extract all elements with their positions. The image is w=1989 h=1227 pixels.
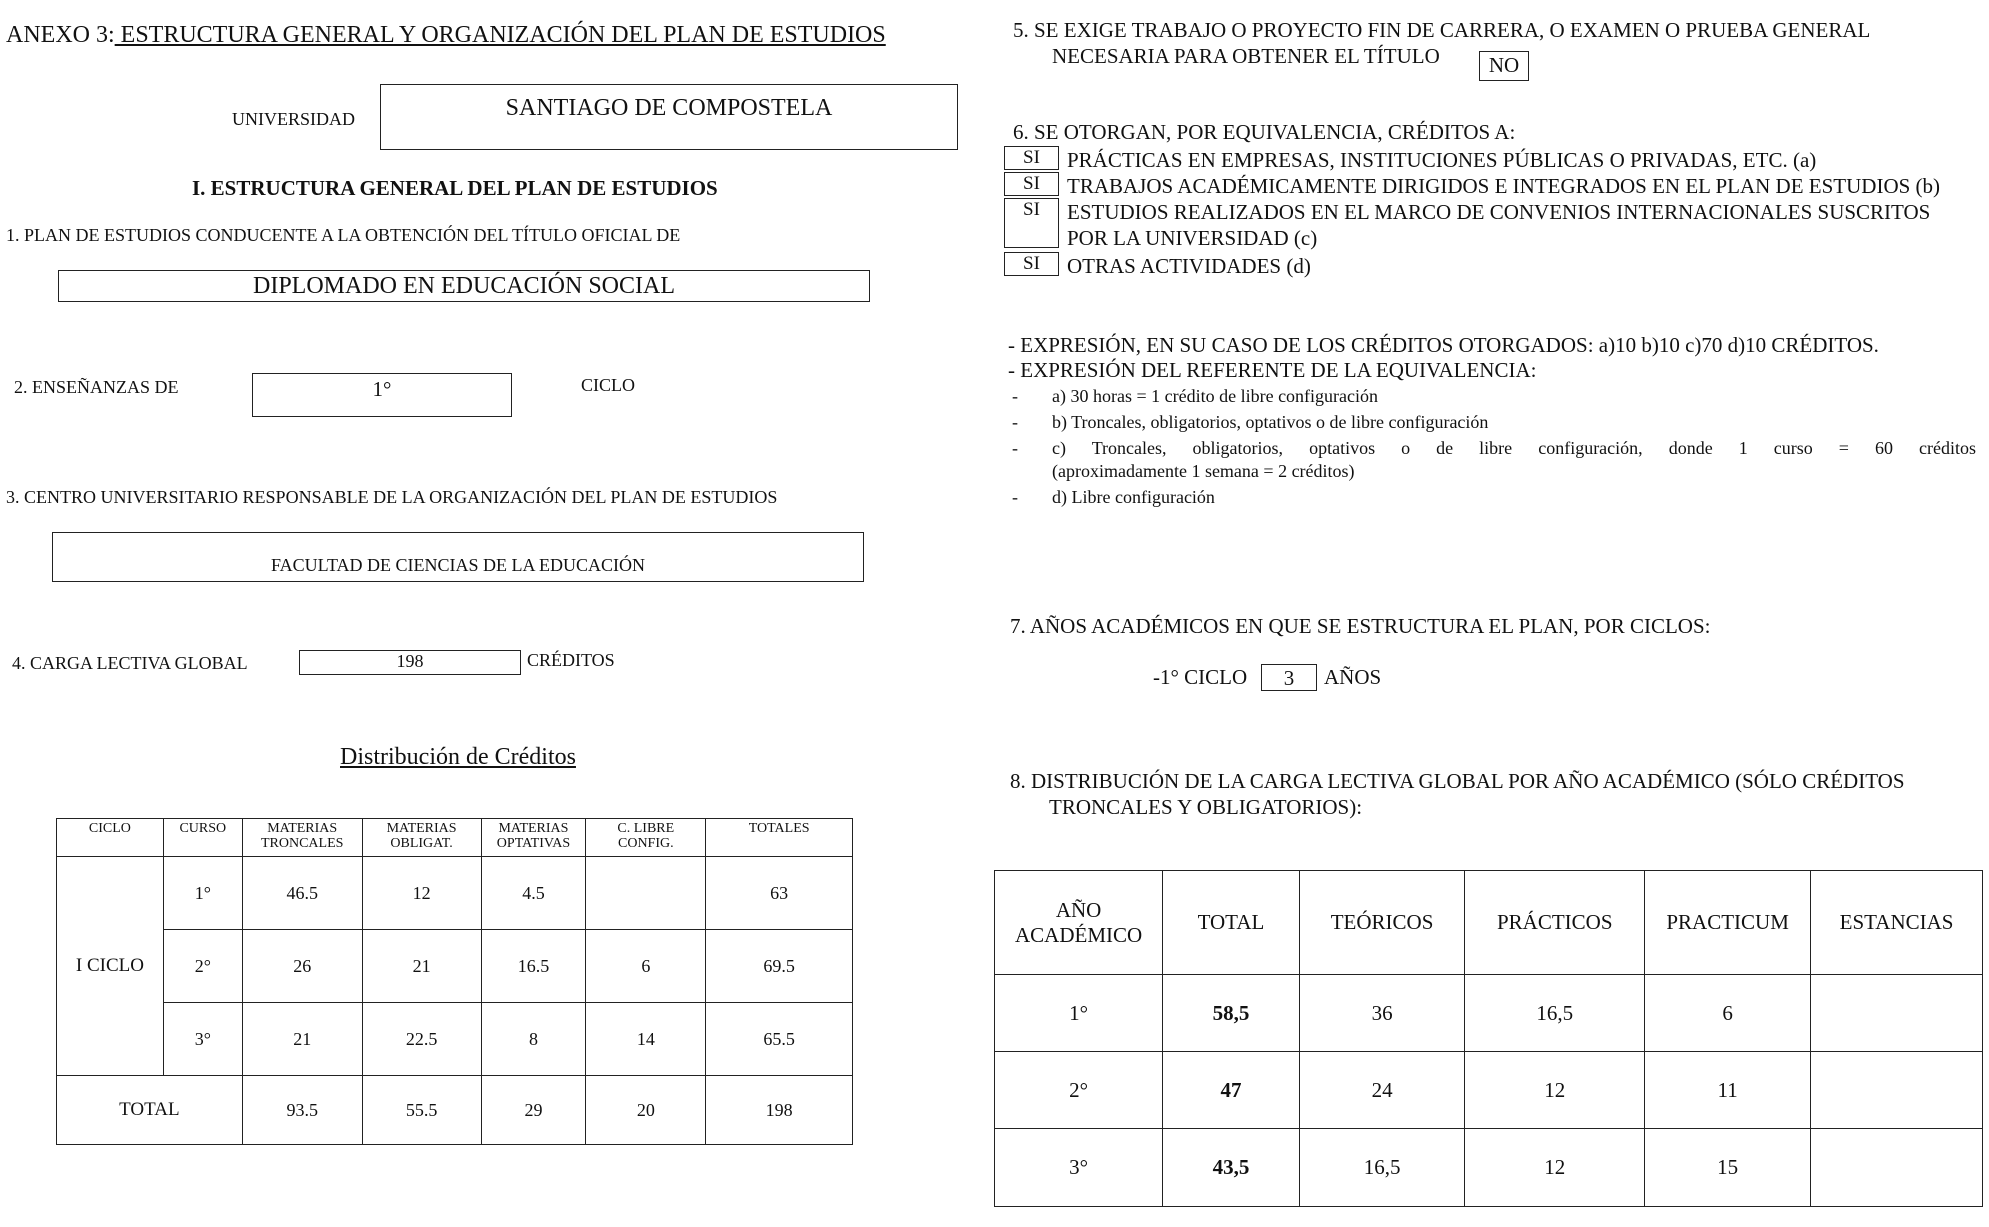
troncales-cell: 26 xyxy=(242,930,362,1003)
total-obligat: 55.5 xyxy=(362,1076,481,1145)
expr-referente: - EXPRESIÓN DEL REFERENTE DE LA EQUIVALENCIA: xyxy=(1008,358,1537,382)
ciclo-box xyxy=(252,373,512,417)
equiv-c: c) Troncales, obligatorios, optativos o de libre configuración, donde 1 curso = 60 créditos xyxy=(1052,438,1976,458)
option-a-mark: SI xyxy=(1004,146,1059,170)
totales-cell: 63 xyxy=(706,857,853,930)
distribution-table xyxy=(56,818,853,1145)
header-obligat: MATERIAS OBLIGAT. xyxy=(362,819,481,857)
distribution-title: Distribución de Créditos xyxy=(340,744,576,770)
option-d-text: OTRAS ACTIVIDADES (d) xyxy=(1067,254,1311,278)
item7-suffix: AÑOS xyxy=(1324,665,1382,689)
total-cell: 43,5 xyxy=(1163,1129,1300,1207)
annex-prefix: ANEXO 3: xyxy=(6,22,115,48)
item4-suffix: CRÉDITOS xyxy=(527,650,615,670)
equiv-bullet: - xyxy=(1012,438,1018,458)
option-b-text: TRABAJOS ACADÉMICAMENTE DIRIGIDOS E INTEGRADOS EN EL PLAN DE ESTUDIOS (b) xyxy=(1067,174,1941,198)
title-value: DIPLOMADO EN EDUCACIÓN SOCIAL xyxy=(253,273,675,299)
table-row xyxy=(57,1003,853,1076)
header-teoricos: TEÓRICOS xyxy=(1299,871,1465,975)
table-row xyxy=(57,857,853,930)
anio-cell: 2° xyxy=(995,1052,1163,1129)
practicum-cell: 6 xyxy=(1645,975,1811,1052)
expr-creditos: - EXPRESIÓN, EN SU CASO DE LOS CRÉDITOS OTORGADOS: a)10 b)10 c)70 d)10 CRÉDITOS. xyxy=(1008,333,1879,357)
obligat-cell: 12 xyxy=(362,857,481,930)
header-libre: C. LIBRE CONFIG. xyxy=(586,819,706,857)
option-b-mark: SI xyxy=(1004,172,1059,196)
optativas-cell: 16.5 xyxy=(481,930,586,1003)
item5-line1: 5. SE EXIGE TRABAJO O PROYECTO FIN DE CARRERA, O EXAMEN O PRUEBA GENERAL xyxy=(1013,18,1871,42)
troncales-cell: 21 xyxy=(242,1003,362,1076)
curso-cell: 2° xyxy=(163,930,242,1003)
item8-line1: 8. DISTRIBUCIÓN DE LA CARGA LECTIVA GLOBAL POR AÑO ACADÉMICO (SÓLO CRÉDITOS xyxy=(1010,769,1905,793)
estancias-cell xyxy=(1811,1052,1983,1129)
total-label: TOTAL xyxy=(57,1076,243,1145)
anio-cell: 1° xyxy=(995,975,1163,1052)
table-row xyxy=(57,930,853,1003)
libre-cell xyxy=(586,857,706,930)
item7-prefix: -1° CICLO xyxy=(1153,665,1248,689)
curso-cell: 3° xyxy=(163,1003,242,1076)
item7-heading: 7. AÑOS ACADÉMICOS EN QUE SE ESTRUCTURA EL PLAN, POR CICLOS: xyxy=(1010,614,1711,638)
obligat-cell: 21 xyxy=(362,930,481,1003)
teoricos-cell: 36 xyxy=(1299,975,1465,1052)
header-curso: CURSO xyxy=(163,819,242,857)
anios-value: 3 xyxy=(1283,666,1295,690)
troncales-cell: 46.5 xyxy=(242,857,362,930)
libre-cell: 6 xyxy=(586,930,706,1003)
item2-label: 2. ENSEÑANZAS DE xyxy=(14,377,179,397)
carga-value: 198 xyxy=(396,651,424,671)
table-row xyxy=(995,1052,1983,1129)
header-total: TOTAL xyxy=(1163,871,1300,975)
ciclo-value: 1° xyxy=(372,377,392,401)
item4-label: 4. CARGA LECTIVA GLOBAL xyxy=(12,653,248,673)
curso-cell: 1° xyxy=(163,857,242,930)
item6-heading: 6. SE OTORGAN, POR EQUIVALENCIA, CRÉDITOS A: xyxy=(1013,120,1516,144)
totales-cell: 65.5 xyxy=(706,1003,853,1076)
header-ciclo: CICLO xyxy=(57,819,164,857)
estancias-cell xyxy=(1811,975,1983,1052)
university-value: SANTIAGO DE COMPOSTELA xyxy=(505,95,833,121)
annex-title-text: ESTRUCTURA GENERAL Y ORGANIZACIÓN DEL PLAN DE ESTUDIOS xyxy=(114,22,886,48)
university-label: UNIVERSIDAD xyxy=(232,109,355,129)
item3-label: 3. CENTRO UNIVERSITARIO RESPONSABLE DE LA ORGANIZACIÓN DEL PLAN DE ESTUDIOS xyxy=(6,487,778,507)
equiv-b: b) Troncales, obligatorios, optativos o de libre configuración xyxy=(1052,412,1489,432)
option-c-text: ESTUDIOS REALIZADOS EN EL MARCO DE CONVENIOS INTERNACIONALES SUSCRITOS xyxy=(1067,200,1931,224)
item8-line2: TRONCALES Y OBLIGATORIOS): xyxy=(1049,795,1363,819)
total-row xyxy=(57,1076,853,1145)
totales-cell: 69.5 xyxy=(706,930,853,1003)
carga-box xyxy=(299,650,521,675)
table-row xyxy=(995,975,1983,1052)
estancias-cell xyxy=(1811,1129,1983,1207)
obligat-cell: 22.5 xyxy=(362,1003,481,1076)
libre-cell: 14 xyxy=(586,1003,706,1076)
option-a-text: PRÁCTICAS EN EMPRESAS, INSTITUCIONES PÚBLICAS O PRIVADAS, ETC. (a) xyxy=(1067,148,1817,172)
practicum-cell: 11 xyxy=(1645,1052,1811,1129)
year-table xyxy=(994,870,1983,1207)
proyecto-box xyxy=(1479,51,1529,81)
total-libre: 20 xyxy=(586,1076,706,1145)
option-c-text2: POR LA UNIVERSIDAD (c) xyxy=(1067,226,1318,250)
item5-line2: NECESARIA PARA OBTENER EL TÍTULO xyxy=(1052,44,1440,68)
anios-box xyxy=(1261,664,1317,691)
header-troncales: MATERIAS TRONCALES xyxy=(242,819,362,857)
equiv-a: a) 30 horas = 1 crédito de libre configuración xyxy=(1052,386,1379,406)
equiv-bullet: - xyxy=(1012,487,1018,507)
distribution-header-row xyxy=(57,819,853,857)
table-row xyxy=(995,1129,1983,1207)
university-box xyxy=(380,84,958,150)
optativas-cell: 8 xyxy=(481,1003,586,1076)
total-cell: 47 xyxy=(1163,1052,1300,1129)
option-d-mark: SI xyxy=(1004,252,1059,276)
header-optativas: MATERIAS OPTATIVAS xyxy=(481,819,586,857)
total-optativas: 29 xyxy=(481,1076,586,1145)
header-practicos: PRÁCTICOS xyxy=(1465,871,1645,975)
header-practicum: PRACTICUM xyxy=(1645,871,1811,975)
centro-box xyxy=(52,532,864,582)
practicos-cell: 16,5 xyxy=(1465,975,1645,1052)
header-estancias: ESTANCIAS xyxy=(1811,871,1983,975)
equiv-d: d) Libre configuración xyxy=(1052,487,1215,507)
teoricos-cell: 16,5 xyxy=(1299,1129,1465,1207)
proyecto-value: NO xyxy=(1488,53,1520,77)
ciclo-cell: I CICLO xyxy=(57,857,164,1076)
equiv-bullet: - xyxy=(1012,412,1018,432)
item1-label: 1. PLAN DE ESTUDIOS CONDUCENTE A LA OBTENCIÓN DEL TÍTULO OFICIAL DE xyxy=(6,225,681,245)
header-anio: AÑO ACADÉMICO xyxy=(995,871,1163,975)
teoricos-cell: 24 xyxy=(1299,1052,1465,1129)
practicos-cell: 12 xyxy=(1465,1129,1645,1207)
equiv-c2: (aproximadamente 1 semana = 2 créditos) xyxy=(1052,461,1355,481)
option-c-mark: SI xyxy=(1004,198,1059,248)
annex-title xyxy=(6,22,886,49)
equiv-bullet: - xyxy=(1012,386,1018,406)
anio-cell: 3° xyxy=(995,1129,1163,1207)
centro-value: FACULTAD DE CIENCIAS DE LA EDUCACIÓN xyxy=(270,555,646,575)
header-totales: TOTALES xyxy=(706,819,853,857)
item2-suffix: CICLO xyxy=(581,375,635,395)
year-header-row xyxy=(995,871,1983,975)
total-troncales: 93.5 xyxy=(242,1076,362,1145)
section-heading: I. ESTRUCTURA GENERAL DEL PLAN DE ESTUDIOS xyxy=(192,176,718,200)
optativas-cell: 4.5 xyxy=(481,857,586,930)
total-totales: 198 xyxy=(706,1076,853,1145)
practicum-cell: 15 xyxy=(1645,1129,1811,1207)
title-box xyxy=(58,270,870,302)
practicos-cell: 12 xyxy=(1465,1052,1645,1129)
total-cell: 58,5 xyxy=(1163,975,1300,1052)
